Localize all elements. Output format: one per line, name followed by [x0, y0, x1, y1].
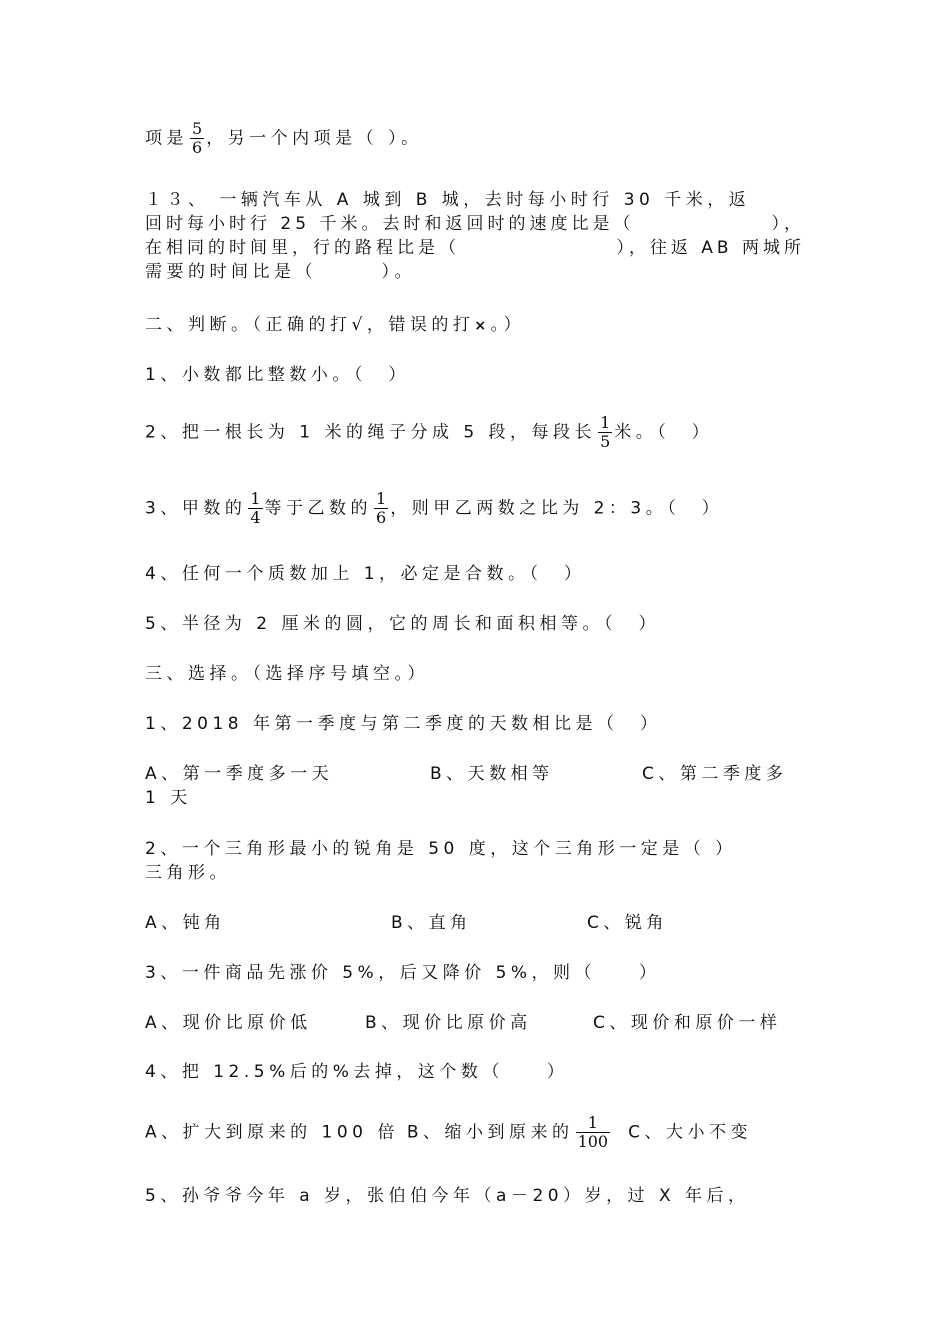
text: 5、孙爷爷今年 a 岁，张伯伯今年（a－20）岁，过 X 年后，: [145, 1186, 750, 1206]
fraction-1-6: $\frac{1}{6}$: [376, 489, 387, 527]
choice-4: [145, 1060, 568, 1084]
choice-3: [145, 961, 661, 985]
cross-mark: ×: [474, 318, 491, 334]
text: ，另一个内项是（ ）。: [206, 128, 423, 149]
judge-5: [145, 612, 660, 636]
text: 需要的时间比是（ ）。: [145, 262, 416, 282]
choice-4-options: [145, 1114, 752, 1151]
text: ，则甲乙两数之比为 2：3。（ ）: [390, 498, 724, 519]
fraction-1-5: $\frac{1}{5}$: [600, 413, 611, 451]
fraction-5-6: $\frac{5}{6}$: [192, 119, 203, 157]
question-13-line-3: [145, 236, 805, 260]
text: ），: [771, 214, 805, 234]
choice-2-line-1: [145, 837, 737, 861]
fraction-1-4: $\frac{1}{4}$: [250, 489, 261, 527]
line-inner-term: [145, 120, 423, 157]
text: 项是: [145, 128, 188, 149]
option-c: C、锐角: [587, 913, 668, 933]
option-b: B、现价比原价高: [365, 1013, 532, 1033]
text: １３、 一辆汽车从 A 城到 B 城，去时每小时行 30 千米，返: [145, 190, 751, 210]
text: 等于乙数的: [264, 498, 373, 519]
text: 三、选择。（选择序号填空。）: [145, 664, 429, 684]
text: 2、把一根长为 1 米的绳子分成 5 段，每段长: [145, 422, 597, 443]
option-c: C、现价和原价一样: [593, 1013, 782, 1033]
question-13-line-4: [145, 260, 416, 284]
question-13-line-2: [145, 212, 805, 236]
section-2-heading: [145, 313, 525, 338]
text: 米。（ ）: [614, 422, 714, 443]
choice-1-option-c-cont: [145, 786, 192, 810]
judge-3: [145, 490, 723, 527]
judge-2: [145, 414, 713, 451]
option-c: C、第二季度多: [642, 764, 788, 784]
text: 2、一个三角形最小的锐角是 50 度，这个三角形一定是（ ）: [145, 839, 737, 859]
judge-1: [145, 363, 410, 387]
option-a: A、现价比原价低: [145, 1013, 312, 1033]
text: 3、甲数的: [145, 498, 247, 519]
fraction-1-100: $\frac{1}{100}$: [577, 1113, 609, 1151]
choice-5: [145, 1184, 750, 1208]
text: 4、任何一个质数加上 1，必定是合数。（ ）: [145, 564, 586, 584]
text: 。）: [490, 315, 526, 335]
judge-4: [145, 562, 586, 586]
option-c: C、大小不变: [628, 1122, 752, 1143]
section-3-heading: [145, 662, 429, 686]
text: 回时每小时行 25 千米。去时和返回时的速度比是（: [145, 214, 635, 234]
text: ），往返 AB 两城所: [616, 238, 805, 258]
text: 1 天: [145, 788, 192, 808]
text: 在相同的时间里，行的路程比是（: [145, 238, 460, 258]
text: 5、半径为 2 厘米的圆，它的周长和面积相等。（ ）: [145, 614, 660, 634]
option-b: B、缩小到原来的: [406, 1122, 574, 1143]
option-a: A、第一季度多一天: [145, 764, 334, 784]
text: 1、2018 年第一季度与第二季度的天数相比是（ ）: [145, 714, 662, 734]
text: 3、一件商品先涨价 5%，后又降价 5%，则（ ）: [145, 963, 661, 983]
text: 1、小数都比整数小。（ ）: [145, 365, 410, 385]
text: 二、判断。（正确的打√，错误的打: [145, 315, 475, 335]
choice-1: [145, 712, 661, 736]
text: 4、把 12.5%后的%去掉，这个数（ ）: [145, 1062, 569, 1082]
text: 三角形。: [145, 863, 231, 883]
option-b: B、直角: [391, 913, 472, 933]
option-a: A、钝角: [145, 913, 226, 933]
option-b: B、天数相等: [430, 764, 554, 784]
option-a: A、扩大到原来的 100 倍: [145, 1122, 399, 1143]
question-13-line-1: [145, 188, 750, 212]
choice-2-line-2: [145, 861, 231, 885]
